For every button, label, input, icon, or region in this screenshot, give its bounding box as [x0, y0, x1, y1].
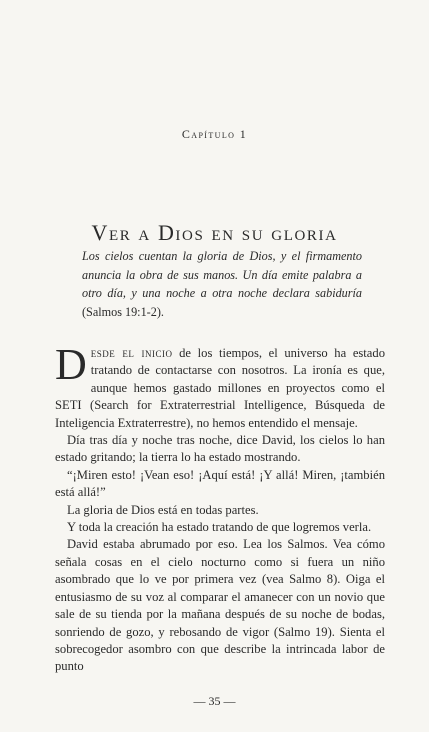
first-paragraph-text: de los tiempos, el universo ha estado tratando de contactarse con nosotros. La ironía es que, aunque hemos gastado millones en proyectos como el SETI (Search for Extraterrestrial Intelligence, Búsqueda de Inteligencia Extraterrestre), no hemos entendido el mensaje. — [55, 346, 385, 430]
epigraph-citation: (Salmos 19:1-2). — [82, 304, 164, 319]
body-paragraph: David estaba abrumado por eso. Lea los Salmos. Vea cómo señala cosas en el cielo nocturno como si fuera un niño asombrado que lo ve por primera vez (vea Salmo 8). Oiga el entusiasmo de su voz al comparar el amanecer con un novio que sale de su tienda por la mañana después de su noche de bodas, sonriendo de gozo, y rebosando de vigor (Salmo 19). Sienta el sobrecogedor asombro con que describe la intrincada labor de punto — [55, 537, 385, 674]
first-paragraph — [55, 340, 385, 432]
body-paragraph: “¡Miren esto! ¡Vean eso! ¡Aquí está! ¡Y allá! Miren, ¡también está allá!” — [55, 467, 385, 500]
page-number: — 35 — — [193, 694, 236, 708]
body-paragraph: La gloria de Dios está en todas partes. — [67, 502, 259, 517]
epigraph — [82, 247, 362, 321]
drop-cap: D — [55, 340, 87, 389]
epigraph-quote: Los cielos cuentan la gloria de Dios, y el firmamento anuncia la obra de sus manos. Un día emite palabra a otro día, y una noche a otra noche declara sabiduría — [82, 249, 362, 300]
chapter-title: Ver a Dios en su gloria — [91, 219, 338, 245]
lead-in-smallcaps: esde el inicio — [90, 346, 173, 360]
body-paragraph: Día tras día y noche tras noche, dice David, los cielos lo han estado gritando; la tierra lo ha estado mostrando. — [55, 433, 385, 465]
chapter-label: Capítulo 1 — [181, 127, 248, 141]
body-paragraph: Y toda la creación ha estado tratando de que logremos verla. — [67, 520, 372, 535]
body-text — [55, 340, 385, 676]
